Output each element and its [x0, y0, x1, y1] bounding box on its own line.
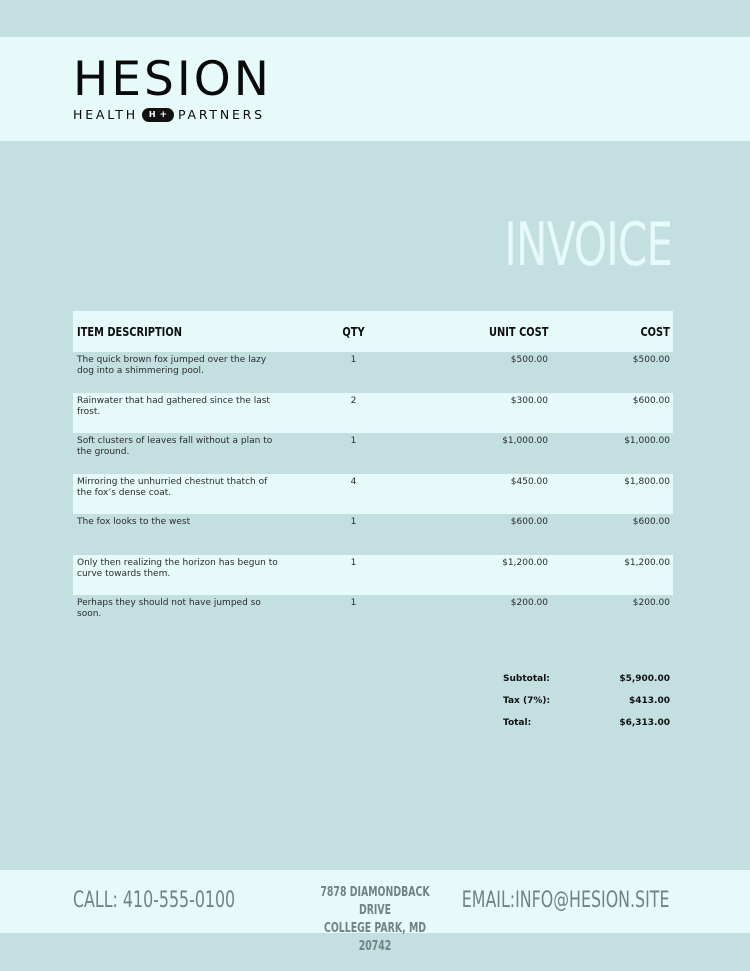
table-row [73, 393, 673, 434]
header-unit-cost: UNIT COST [421, 311, 552, 352]
cell-cost: $1,800.00 [552, 474, 673, 515]
logo-tagline-left: HEALTH [73, 107, 138, 122]
total-label: Total: [503, 718, 532, 728]
cell-qty: 1 [350, 355, 357, 365]
table-row [73, 514, 673, 555]
address-line-2: COLLEGE PARK, MD 20742 [323, 921, 427, 954]
company-logo [73, 52, 272, 122]
footer-phone: CALL: 410-555-0100 [73, 888, 236, 913]
footer-band [0, 870, 750, 954]
cell-unit-cost: $600.00 [510, 517, 548, 527]
tax-label: Tax (7%): [503, 696, 551, 706]
cell-description: Perhaps they should not have jumped so soon. [77, 598, 261, 619]
totals-summary [503, 674, 670, 740]
cell-unit-cost: $450.00 [421, 474, 552, 515]
tax-value: $413.00 [629, 696, 670, 706]
header-band [0, 37, 750, 141]
cell-description: Rainwater that had gathered since the last frost. [73, 393, 286, 434]
total-value: $6,313.00 [619, 718, 670, 728]
address-line-1: 7878 DIAMONDBACK DRIVE [320, 885, 430, 918]
cell-description: The quick brown fox jumped over the lazy dog into a shimmering pool. [77, 355, 267, 376]
cell-qty: 4 [286, 474, 421, 515]
header-qty: QTY [286, 311, 421, 352]
table-row [73, 433, 673, 474]
footer-address [285, 884, 465, 956]
cell-description: Soft clusters of leaves fall without a plan to the ground. [77, 436, 273, 457]
table-row [73, 474, 673, 515]
cell-cost: $200.00 [632, 598, 670, 608]
cell-qty: 1 [286, 555, 421, 596]
logo-pill-letter: H [148, 110, 156, 119]
cell-qty: 1 [350, 436, 357, 446]
table-row [73, 555, 673, 596]
cell-unit-cost: $1,200.00 [421, 555, 552, 596]
cell-cost: $1,200.00 [552, 555, 673, 596]
document-title: INVOICE [504, 210, 672, 280]
cell-cost: $600.00 [632, 517, 670, 527]
logo-pill-icon [142, 108, 174, 122]
header-cost: COST [552, 311, 673, 352]
logo-pill-plus: + [159, 109, 168, 120]
cell-unit-cost: $500.00 [510, 355, 548, 365]
cell-unit-cost: $200.00 [510, 598, 548, 608]
logo-wordmark: HESION [73, 52, 272, 107]
cell-qty: 1 [350, 517, 357, 527]
table-header-row [73, 311, 673, 352]
line-items-table [73, 311, 673, 636]
logo-tagline [73, 107, 272, 122]
header-description: ITEM DESCRIPTION [73, 311, 286, 352]
cell-unit-cost: $1,000.00 [502, 436, 548, 446]
table-row [73, 352, 673, 393]
cell-cost: $1,000.00 [624, 436, 670, 446]
cell-cost: $500.00 [632, 355, 670, 365]
cell-description: Only then realizing the horizon has begun to curve towards them. [73, 555, 286, 596]
cell-description: Mirroring the unhurried chestnut thatch of the fox’s dense coat. [73, 474, 286, 515]
tax-row [503, 696, 670, 718]
table-row [73, 595, 673, 636]
cell-qty: 2 [286, 393, 421, 434]
footer-email: EMAIL:INFO@HESION.SITE [461, 888, 669, 913]
cell-qty: 1 [350, 598, 357, 608]
subtotal-row [503, 674, 670, 696]
cell-unit-cost: $300.00 [421, 393, 552, 434]
subtotal-value: $5,900.00 [619, 674, 670, 684]
cell-description: The fox looks to the west [77, 517, 191, 527]
logo-tagline-right: PARTNERS [177, 107, 265, 122]
total-row [503, 718, 670, 740]
subtotal-label: Subtotal: [503, 674, 550, 684]
cell-cost: $600.00 [552, 393, 673, 434]
